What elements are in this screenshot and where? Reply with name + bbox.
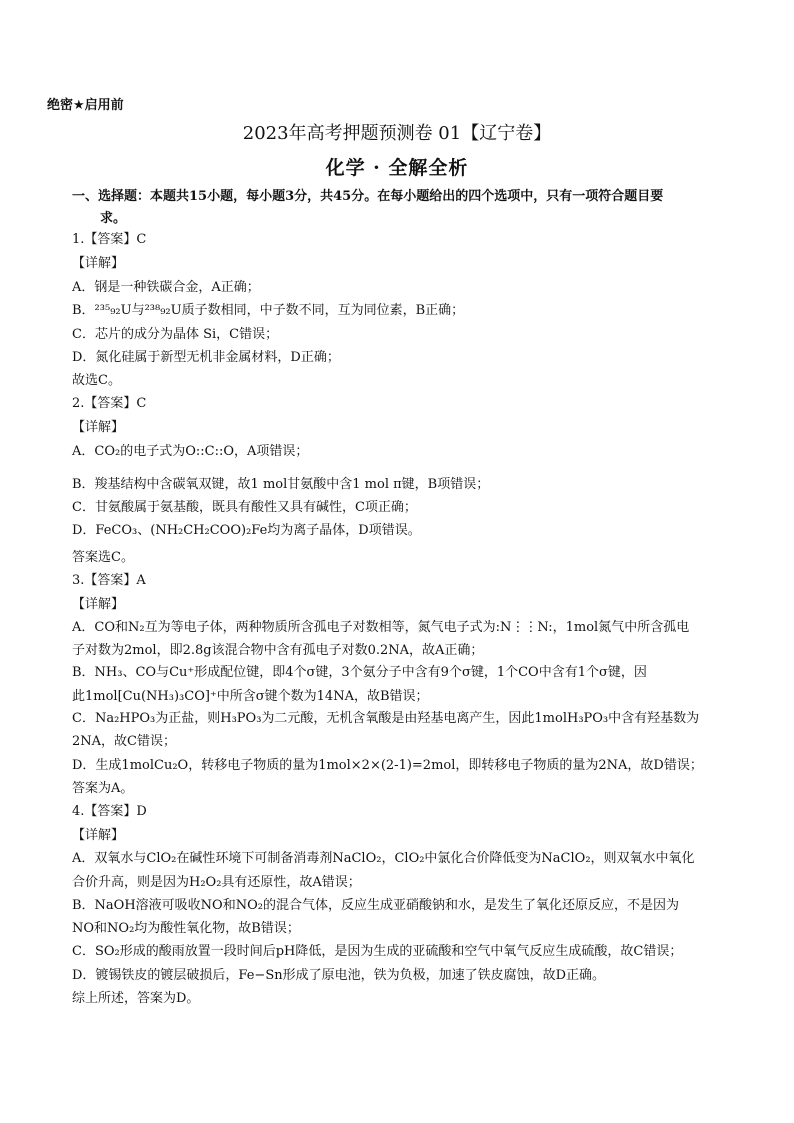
answer-line: NO和NO₂均为酸性氧化物，故B错误； bbox=[72, 921, 300, 936]
answer-line: D．镀锡铁皮的镀层破损后，Fe−Sn形成了原电池，铁为负极，加速了铁皮腐蚀，故D正确。 bbox=[72, 968, 606, 983]
answer-line: A．CO₂的电子式为O::C::O，A项错误； bbox=[72, 444, 309, 459]
answer-line: 答案为A。 bbox=[72, 781, 134, 796]
answer-line: 合价升高，则是因为H₂O₂具有还原性，故A错误； bbox=[72, 875, 361, 890]
answer-line: 故选C。 bbox=[72, 373, 121, 388]
answer-line: 4.【答案】D bbox=[72, 804, 147, 819]
answer-line: 综上所述，答案为D。 bbox=[72, 991, 200, 1006]
answer-line: 【详解】 bbox=[72, 597, 125, 612]
answer-line: C．甘氨酸属于氨基酸，既具有酸性又具有碱性，C项正确； bbox=[72, 500, 417, 515]
answer-line: 2.【答案】C bbox=[72, 396, 147, 411]
section-heading-line-2: 求。 bbox=[100, 211, 127, 226]
answer-line: 3.【答案】A bbox=[72, 573, 146, 588]
answer-line: 1.【答案】C bbox=[72, 232, 147, 247]
answer-line: D．生成1molCu₂O，转移电子物质的量为1mol×2×(2-1)=2mol，即转移电子物质的量为2NA，故D错误； bbox=[72, 758, 703, 773]
answer-line: 此1mol[Cu(NH₃)₃CO]⁺中所含σ键个数为14NA，故B错误； bbox=[72, 689, 429, 704]
answer-line: 子对数为2mol，即2.8g该混合物中含有孤电子对数0.2NA，故A正确； bbox=[72, 643, 484, 658]
answer-line: D．FeCO₃、(NH₂CH₂COO)₂Fe均为离子晶体，D项错误。 bbox=[72, 523, 421, 538]
section-heading bbox=[72, 186, 732, 230]
answer-line: 【详解】 bbox=[72, 828, 125, 843]
answer-line: 【详解】 bbox=[72, 256, 125, 271]
answer-line: C．SO₂形成的酸雨放置一段时间后pH降低，是因为生成的亚硫酸和空气中氧气反应生成硫酸，故C错误； bbox=[72, 944, 683, 959]
answer-line: A．钢是一种铁碳合金，A正确； bbox=[72, 280, 260, 295]
answer-line: A．双氧水与ClO₂在碱性环境下可制备消毒剂NaClO₂，ClO₂中氯化合价降低变为NaClO₂，则双氧水中氧化 bbox=[72, 851, 695, 866]
answer-line: B．NaOH溶液可吸收NO和NO₂的混合气体，反应生成亚硝酸钠和水，是发生了氧化还原反应，不是因为 bbox=[72, 898, 679, 913]
answer-line: 【详解】 bbox=[72, 420, 125, 435]
confidential-label: 绝密★启用前 bbox=[47, 98, 124, 113]
answer-line: B．羧基结构中含碳氧双键，故1 mol甘氨酸中含1 mol π键，B项错误； bbox=[72, 477, 490, 492]
answer-line: C．Na₂HPO₃为正盐，则H₃PO₃为二元酸，无机含氧酸是由羟基电离产生，因此1molH₃PO₃中含有羟基数为 bbox=[72, 711, 700, 726]
answer-line: 2NA，故C错误； bbox=[72, 734, 176, 749]
answer-line: B．NH₃、CO与Cu⁺形成配位键，即4个σ键，3个氨分子中含有9个σ键，1个CO中含有1个σ键，因 bbox=[72, 665, 647, 680]
paper-subtitle: 化学 · 全解全析 bbox=[325, 157, 469, 179]
answer-line: D．氮化硅属于新型无机非金属材料，D正确； bbox=[72, 350, 340, 365]
answer-line: 答案选C。 bbox=[72, 550, 134, 565]
answer-line: A．CO和N₂互为等电子体，两种物质所含孤电子对数相等，氮气电子式为:N⋮⋮N:，1mol氮气中所含孤电 bbox=[72, 620, 690, 635]
answer-line: C．芯片的成分为晶体 Si，C错误； bbox=[72, 327, 279, 342]
paper-title: 2023年高考押题预测卷 01【辽宁卷】 bbox=[242, 123, 552, 144]
answer-line: B．²³⁵₉₂U与²³⁸₉₂U质子数相同，中子数不同，互为同位素，B正确； bbox=[72, 303, 465, 318]
section-heading-line-1: 一、选择题：本题共15小题，每小题3分，共45分。在每小题给出的四个选项中，只有一项符合题目要 bbox=[72, 189, 664, 204]
